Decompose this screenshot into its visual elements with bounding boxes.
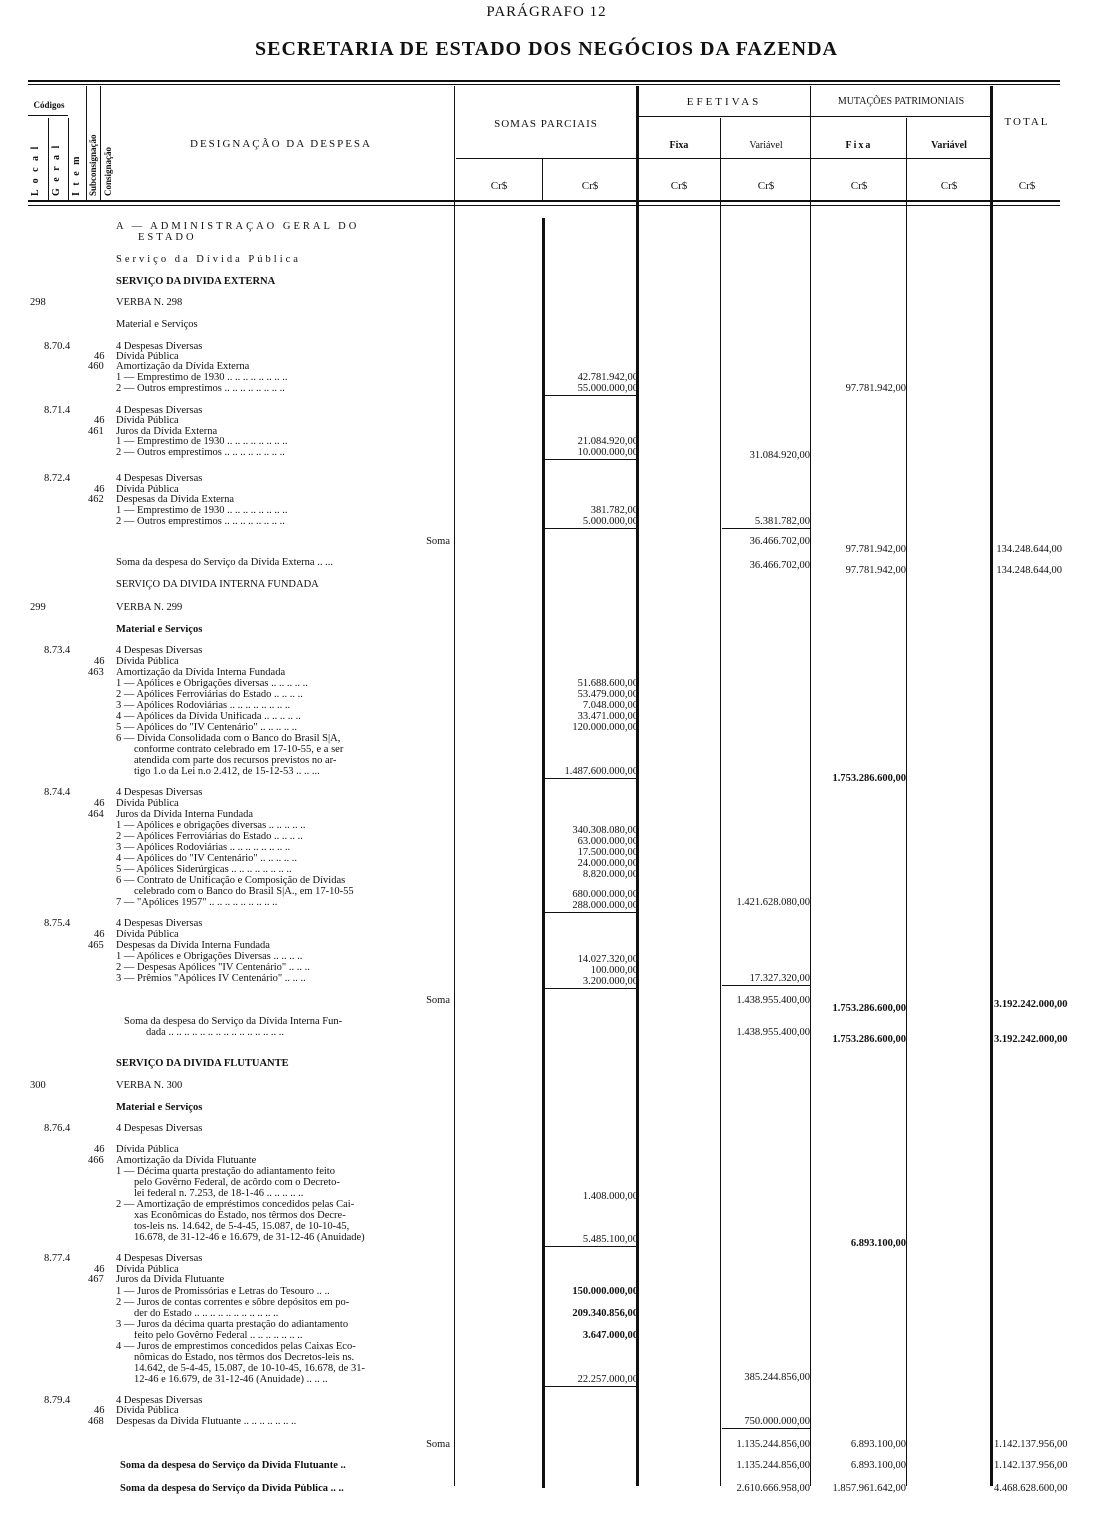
row-code: 8.79.4 (44, 1395, 71, 1406)
amount-cell: 1.438.955.400,00 (736, 995, 810, 1006)
efetivas-variavel-label: Variável (749, 140, 783, 151)
row-description: 2 — Juros de contas correntes e sôbre depósitos em po- (116, 1298, 350, 1308)
row-description: VERBA N. 299 (116, 603, 183, 613)
row-description: Material e Serviços (116, 625, 203, 635)
amount-cell: 21.084.920,00 (577, 436, 638, 447)
header-mid-rule (456, 158, 990, 159)
subconsignacao-label: Subconsignação (88, 134, 98, 196)
amount-cell: 100.000,00 (590, 965, 638, 976)
row-description: Dívida Pública (116, 657, 179, 667)
amount-cell: 6.893.100,00 (850, 1460, 906, 1471)
row-description: VERBA N. 300 (116, 1081, 183, 1091)
row-code: 8.74.4 (44, 787, 71, 798)
amount-cell: 134.248.644,00 (996, 544, 1062, 555)
row-code: 299 (30, 602, 46, 613)
row-description: nômicas do Estado, nos têrmos dos Decretos-leis ns. (134, 1353, 355, 1363)
row-description: Dívida Pública (116, 930, 179, 940)
amount-cell: 134.248.644,00 (996, 565, 1062, 576)
currency-label: Cr$ (757, 180, 775, 192)
amount-cell: 5.000.000,00 (544, 517, 638, 529)
page-title: SECRETARIA DE ESTADO DOS NEGÓCIOS DA FAZENDA (255, 38, 838, 60)
amount-cell: 36.466.702,00 (749, 536, 810, 547)
row-description: 4 Despesas Diversas (116, 406, 203, 416)
row-description: Soma (426, 996, 450, 1006)
amount-cell: 3.647.000,00 (582, 1330, 638, 1341)
amount-cell: 750.000.000,00 (722, 1417, 810, 1429)
amount-cell: 36.466.702,00 (749, 560, 810, 571)
col-divider (542, 158, 543, 200)
row-description: 2 — Outros emprestimos .. .. .. .. .. .. .. .. (116, 384, 285, 394)
amount-cell: 5.381.782,00 (722, 517, 810, 529)
row-description: 3 — Prêmios "Apólices IV Centenário" .. .. .. (116, 974, 306, 984)
row-code: 298 (30, 297, 46, 308)
row-description: 4 Despesas Diversas (116, 1124, 203, 1134)
row-description: 1 — Emprestimo de 1930 .. .. .. .. .. .. .. .. (116, 437, 288, 447)
col-divider (48, 118, 49, 200)
row-description: 14.642, de 5-4-45, 15.087, de 10-10-45, 16.678, de 31- (134, 1364, 365, 1374)
row-code: 468 (88, 1416, 104, 1427)
row-description: 6 — Dívida Consolidada com o Banco do Brasil S|A, (116, 734, 341, 744)
row-description: 5 — Apólices do "IV Centenário" .. .. .. .. .. (116, 723, 298, 733)
row-description: 3 — Apólices Rodoviárias .. .. .. .. .. .. .. .. (116, 701, 291, 711)
row-description: 4 Despesas Diversas (116, 474, 203, 484)
row-description: atendida com parte dos recursos previstos no ar- (134, 756, 337, 766)
row-description: 5 — Apólices Siderúrgicas .. .. .. .. .. .. .. .. (116, 865, 292, 875)
amount-cell: 1.857.961.642,00 (832, 1483, 906, 1494)
efetivas-fixa-label: Fixa (669, 140, 689, 151)
row-description: Soma da despesa do Serviço da Dívida Interna Fun- (124, 1017, 343, 1027)
row-description: Soma (426, 1440, 450, 1450)
row-description: 2 — Apólices Ferroviárias do Estado .. .. .. .. (116, 832, 303, 842)
row-description: 4 — Juros de emprestimos concedidos pelas Caixas Eco- (116, 1342, 356, 1352)
amount-cell: 17.327.320,00 (722, 974, 810, 986)
currency-label: Cr$ (670, 180, 688, 192)
row-description: Soma da despesa do Serviço da Dívida Externa .. ... (116, 558, 333, 568)
row-description: 3 — Juros da décima quarta prestação do adiantamento (116, 1320, 349, 1330)
row-description: Amortização da Dívida Externa (116, 362, 250, 372)
row-description: 1 — Apólices e obrigações diversas .. .. .. .. .. (116, 821, 306, 831)
currency-label: Cr$ (581, 180, 599, 192)
amount-cell: 24.000.000,00 (577, 858, 638, 869)
row-description: 2 — Despesas Apólices "IV Centenário" .. .. .. (116, 963, 310, 973)
amount-cell: 8.820.000,00 (582, 869, 638, 880)
row-description: Dívida Pública (116, 416, 179, 426)
amount-cell: 51.688.600,00 (577, 678, 638, 689)
amount-cell: 3.192.242.000,00 (994, 999, 1068, 1010)
amount-cell: 97.781.942,00 (845, 544, 906, 555)
amount-cell: 1.753.286.600,00 (832, 1034, 906, 1045)
amount-cell: 2.610.666.958,00 (736, 1483, 810, 1494)
row-description: conforme contrato celebrado em 17-10-55, e a ser (134, 745, 344, 755)
amount-cell: 42.781.942,00 (577, 372, 638, 383)
mutacoes-variavel-label: Variável (931, 140, 967, 151)
row-code: 46 (94, 1144, 105, 1155)
amount-cell: 340.308.080,00 (572, 825, 638, 836)
row-code: 461 (88, 426, 104, 437)
row-description: 2 — Outros emprestimos .. .. .. .. .. .. .. .. (116, 517, 285, 527)
col-divider (906, 118, 907, 1486)
row-description: 1 — Juros de Promissórias e Letras do Tesouro .. .. (116, 1287, 330, 1297)
row-description: 4 — Apólices da Dívida Unificada .. .. .. .. .. (116, 712, 301, 722)
currency-label: Cr$ (1018, 180, 1036, 192)
row-description: 4 Despesas Diversas (116, 1254, 203, 1264)
amount-cell: 1.142.137.956,00 (994, 1460, 1068, 1471)
row-description: 16.678, de 31-12-46 e 16.679, de 31-12-46 (Anuidade) (134, 1233, 365, 1243)
row-description: Juros da Dívida Flutuante (116, 1275, 225, 1285)
amount-cell: 22.257.000,00 (544, 1375, 638, 1387)
amount-cell: 381.782,00 (590, 505, 638, 516)
row-description: 1 — Emprestimo de 1930 .. .. .. .. .. .. .. .. (116, 506, 288, 516)
row-description: Amortização da Dívida Flutuante (116, 1156, 257, 1166)
row-code: 46 (94, 798, 105, 809)
amount-cell: 33.471.000,00 (577, 711, 638, 722)
currency-label: Cr$ (490, 180, 508, 192)
row-description: Dívida Pública (116, 1406, 179, 1416)
row-description: SERVIÇO DA DIVIDA EXTERNA (116, 277, 276, 287)
row-code: 46 (94, 484, 105, 495)
mutacoes-fixa-label: Fixa (845, 140, 873, 151)
header-top-rule (28, 80, 1060, 82)
row-description: Amortização da Dívida Interna Fundada (116, 668, 286, 678)
row-description: 3 — Apólices Rodoviárias .. .. .. .. .. .. .. .. (116, 843, 291, 853)
row-code: 8.70.4 (44, 341, 71, 352)
row-description: Juros da Dívida Interna Fundada (116, 810, 254, 820)
row-description: 4 Despesas Diversas (116, 788, 203, 798)
amount-cell: 4.468.628.600,00 (994, 1483, 1068, 1494)
row-description: tos-leis ns. 14.642, de 5-4-45, 15.087, de 10-10-45, (134, 1222, 350, 1232)
row-description: Serviço da Dívida Pública (116, 255, 301, 265)
row-description: SERVIÇO DA DÍVIDA FLUTUANTE (116, 1059, 289, 1069)
designacao-label: DESIGNAÇÃO DA DESPESA (190, 138, 372, 150)
codigos-rule (28, 115, 68, 116)
amount-cell: 1.753.286.600,00 (832, 773, 906, 784)
row-code: 8.76.4 (44, 1123, 71, 1134)
row-description: Despesas da Dívida Flutuante .. .. .. .. .. .. .. (116, 1417, 297, 1427)
row-code: 8.77.4 (44, 1253, 71, 1264)
row-code: 467 (88, 1274, 104, 1285)
row-code: 300 (30, 1080, 46, 1091)
total-label: TOTAL (1004, 116, 1050, 128)
row-description: 4 Despesas Diversas (116, 1396, 203, 1406)
row-description: pelo Govêrno Federal, de acôrdo com o Decreto- (134, 1178, 340, 1188)
item-label: I t e m (71, 154, 82, 196)
amount-cell: 55.000.000,00 (544, 384, 638, 396)
row-description: Soma (426, 537, 450, 547)
amount-cell: 6.893.100,00 (850, 1439, 906, 1450)
amount-cell: 17.500.000,00 (577, 847, 638, 858)
row-description: celebrado com o Banco do Brasil S|A., em 17-10-55 (134, 887, 354, 897)
row-description: SERVIÇO DA DIVIDA INTERNA FUNDADA (116, 580, 319, 590)
row-description: xas Econômicas do Estado, nos têrmos dos Decre- (134, 1211, 346, 1221)
row-description: dada .. .. .. .. .. .. .. .. .. .. .. .. .. .. .. (146, 1028, 284, 1038)
consignacao-label: Consignação (103, 146, 113, 196)
amount-cell: 1.135.244.856,00 (736, 1439, 810, 1450)
amount-cell: 1.438.955.400,00 (736, 1027, 810, 1038)
row-description: Material e Serviços (116, 320, 198, 330)
amount-cell: 385.244.856,00 (744, 1372, 810, 1383)
row-description: lei federal n. 7.253, de 18-1-46 .. .. .. .. .. (134, 1189, 304, 1199)
amount-cell: 97.781.942,00 (845, 565, 906, 576)
col-divider (68, 118, 69, 200)
row-description: ESTADO (138, 233, 197, 243)
amount-cell: 7.048.000,00 (582, 700, 638, 711)
geral-label: G e r a l (51, 143, 62, 196)
row-description: Despesas da Dívida Externa (116, 495, 235, 505)
row-description: 4 Despesas Diversas (116, 342, 203, 352)
amount-cell: 10.000.000,00 (544, 448, 638, 460)
col-divider (86, 86, 87, 200)
amount-cell: 150.000.000,00 (572, 1286, 638, 1297)
row-description: VERBA N. 298 (116, 298, 183, 308)
amount-cell: 1.487.600.000,00 (544, 767, 638, 779)
row-description: 1 — Apólices e Obrigações Diversas .. .. .. .. (116, 952, 303, 962)
amount-cell: 288.000.000,00 (544, 901, 638, 913)
row-description: 2 — Outros emprestimos .. .. .. .. .. .. .. .. (116, 448, 285, 458)
row-description: Dívida Pública (116, 352, 179, 362)
row-code: 46 (94, 656, 105, 667)
amount-cell: 5.485.100,00 (544, 1235, 638, 1247)
amount-cell: 53.479.000,00 (577, 689, 638, 700)
row-code: 8.73.4 (44, 645, 71, 656)
row-code: 466 (88, 1155, 104, 1166)
row-code: 465 (88, 940, 104, 951)
row-code: 46 (94, 1405, 105, 1416)
mutacoes-label: MUTAÇÕES PATRIMONIAIS (837, 96, 965, 107)
row-description: Soma da despesa do Serviço da Dívida Flutuante .. (120, 1461, 346, 1471)
amount-cell: 680.000.000,00 (572, 889, 638, 900)
row-description: 4 Despesas Diversas (116, 646, 203, 656)
row-description: Dívida Pública (116, 1145, 179, 1155)
row-description: 7 — "Apólices 1957" .. .. .. .. .. .. .. .. .. (116, 898, 278, 908)
row-code: 46 (94, 351, 105, 362)
row-description: 1 — Emprestimo de 1930 .. .. .. .. .. .. .. .. (116, 373, 288, 383)
row-code: 463 (88, 667, 104, 678)
amount-cell: 3.200.000,00 (544, 977, 638, 989)
header-top-rule-2 (28, 84, 1060, 85)
row-description: Soma da despesa do Serviço da Dívida Pública .. .. (120, 1484, 344, 1494)
row-code: 464 (88, 809, 104, 820)
row-code: 46 (94, 1264, 105, 1275)
row-description: 2 — Amortização de empréstimos concedidos pelas Cai- (116, 1200, 355, 1210)
amount-cell: 14.027.320,00 (577, 954, 638, 965)
row-code: 46 (94, 929, 105, 940)
somas-parciais-label: SOMAS PARCIAIS (494, 118, 598, 130)
amount-cell: 1.408.000,00 (582, 1191, 638, 1202)
row-description: feito pelo Govêrno Federal .. .. .. .. .. .. .. (134, 1331, 303, 1341)
amount-cell: 1.142.137.956,00 (994, 1439, 1068, 1450)
row-code: 462 (88, 494, 104, 505)
amount-cell: 31.084.920,00 (749, 450, 810, 461)
row-description: der do Estado .. .. .. .. .. .. .. .. .. .. .. (134, 1309, 279, 1319)
row-description: Dívida Pública (116, 1265, 179, 1275)
amount-cell: 209.340.856,00 (572, 1308, 638, 1319)
amount-cell: 120.000.000,00 (572, 722, 638, 733)
efetivas-label: EFETIVAS (686, 96, 762, 108)
row-description: 1 — Apólices e Obrigações diversas .. .. .. .. .. (116, 679, 308, 689)
row-description: Juros da Dívida Externa (116, 427, 218, 437)
row-code: 8.71.4 (44, 405, 71, 416)
amount-cell: 6.893.100,00 (850, 1238, 906, 1249)
col-divider (720, 118, 721, 1486)
currency-label: Cr$ (850, 180, 868, 192)
codigos-label: Códigos (33, 100, 65, 110)
row-description: A — ADMINISTRAÇÃO GERAL DO (116, 222, 360, 232)
row-code: 46 (94, 415, 105, 426)
amount-cell: 1.421.628.080,00 (736, 897, 810, 908)
currency-label: Cr$ (940, 180, 958, 192)
amount-cell: 1.753.286.600,00 (832, 1003, 906, 1014)
col-divider (810, 86, 811, 1486)
row-description: Despesas da Dívida Interna Fundada (116, 941, 270, 951)
row-description: Dívida Pública (116, 799, 179, 809)
amount-cell: 3.192.242.000,00 (994, 1034, 1068, 1045)
amount-cell: 63.000.000,00 (577, 836, 638, 847)
col-divider (990, 86, 993, 1486)
row-description: 4 — Apólices do "IV Centenário" .. .. .. .. .. (116, 854, 298, 864)
row-description: 1 — Décima quarta prestação do adiantamento feito (116, 1167, 335, 1177)
row-code: 460 (88, 361, 104, 372)
row-code: 8.75.4 (44, 918, 71, 929)
col-divider (636, 86, 639, 1486)
row-description: 12-46 e 16.679, de 31-12-46 (Anuidade) .. .. .. (134, 1375, 328, 1385)
row-description: 2 — Apólices Ferroviárias do Estado .. .. .. .. (116, 690, 303, 700)
row-description: tigo 1.o da Lei n.o 2.412, de 15-12-53 .. .. ... (134, 767, 320, 777)
header-group-rule (638, 116, 990, 117)
row-code: 8.72.4 (44, 473, 71, 484)
col-divider (100, 86, 101, 200)
row-description: 4 Despesas Diversas (116, 919, 203, 929)
amount-cell: 97.781.942,00 (845, 383, 906, 394)
row-description: Material e Serviços (116, 1103, 203, 1113)
row-description: Dívida Pública (116, 485, 179, 495)
paragraph-heading: PARÁGRAFO 12 (486, 4, 607, 20)
amount-cell: 1.135.244.856,00 (736, 1460, 810, 1471)
local-label: L o c a l (30, 144, 41, 196)
row-description: 6 — Contrato de Unificação e Composição de Dívidas (116, 876, 346, 886)
